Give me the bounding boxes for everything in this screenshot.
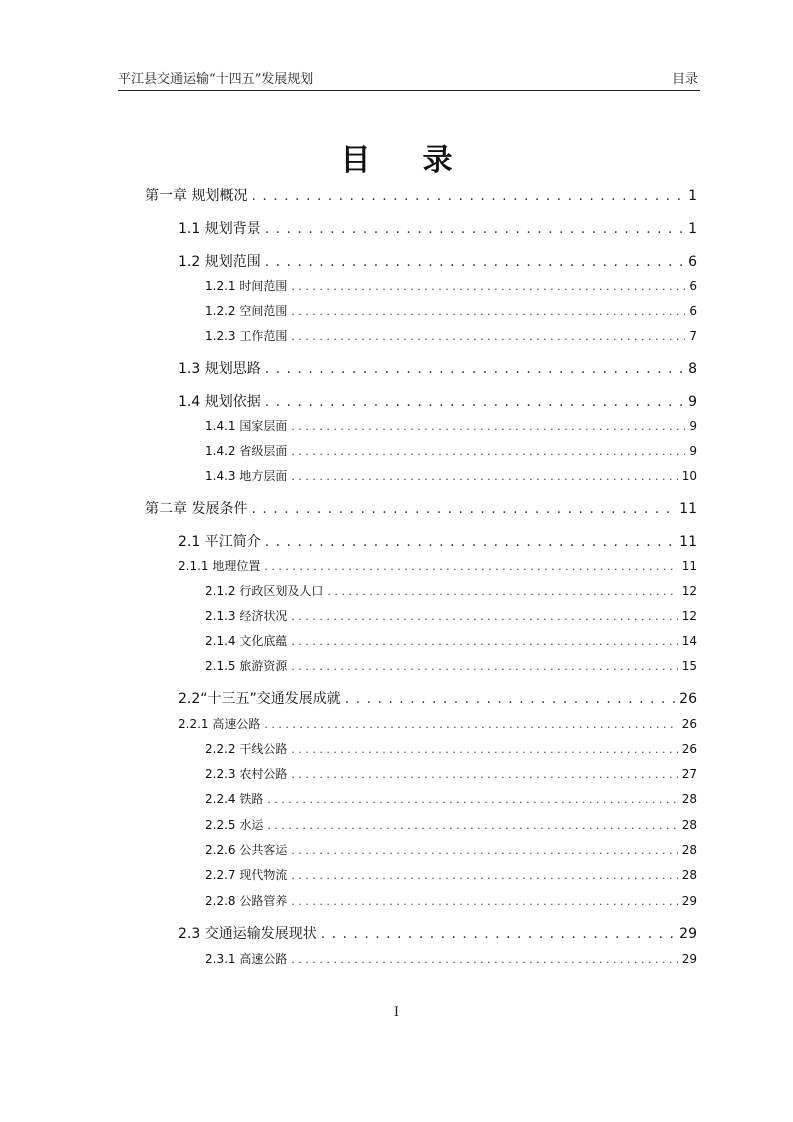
toc-entry[interactable] <box>178 557 697 574</box>
toc-leader-dots <box>251 188 684 204</box>
toc-entry[interactable] <box>205 467 697 484</box>
toc-entry[interactable] <box>205 657 697 674</box>
page-number: I <box>393 1005 400 1020</box>
toc-heading: 目录 <box>340 143 505 178</box>
toc-entry-label: 1.2 规划范围 <box>178 254 261 270</box>
toc-entry-label: 1.1 规划背景 <box>178 221 261 237</box>
toc-leader-dots <box>291 330 685 343</box>
toc-leader-dots <box>291 869 677 882</box>
toc-entry[interactable] <box>205 866 697 883</box>
toc-leader-dots <box>291 470 677 483</box>
toc-entry[interactable] <box>205 302 697 319</box>
toc-entry[interactable] <box>205 442 697 459</box>
toc-leader-dots <box>267 819 677 832</box>
toc-leader-dots <box>291 895 677 908</box>
toc-entry-label: 1.4 规划依据 <box>178 394 261 410</box>
toc-entry-label: 1.3 规划思路 <box>178 361 261 377</box>
toc-entry-page: 11 <box>679 534 697 550</box>
toc-entry-label: 1.4.3 地方层面 <box>205 469 288 483</box>
toc-entry[interactable] <box>205 790 697 807</box>
toc-entry[interactable] <box>205 417 697 434</box>
toc-entry-page: 6 <box>689 304 697 318</box>
toc-entry[interactable] <box>205 740 697 757</box>
toc-entry-page: 12 <box>681 584 697 598</box>
toc-leader-dots <box>265 534 675 550</box>
toc-entry-page: 29 <box>679 926 697 942</box>
toc-leader-dots <box>291 420 685 433</box>
toc-leader-dots <box>265 254 684 270</box>
toc-entry-label: 2.2.5 水运 <box>205 818 264 832</box>
toc-entry-label: 2.2.7 现代物流 <box>205 868 288 882</box>
toc-leader-dots <box>291 768 677 781</box>
toc-entry-page: 9 <box>688 394 697 410</box>
toc-entry-label: 2.3.1 高速公路 <box>205 952 288 966</box>
toc-entry-label: 2.2.3 农村公路 <box>205 767 288 781</box>
toc-leader-dots <box>291 743 677 756</box>
toc-entry-page: 1 <box>688 188 697 204</box>
toc-entry-page: 6 <box>689 279 697 293</box>
toc-entry-page: 26 <box>681 717 697 731</box>
toc-leader-dots <box>291 610 677 623</box>
toc-entry[interactable] <box>205 892 697 909</box>
document-title: 平江县交通运输“十四五”发展规划 <box>118 72 314 87</box>
toc-leader-dots <box>291 844 677 857</box>
toc-leader-dots <box>264 560 677 573</box>
toc-leader-dots <box>265 221 684 237</box>
toc-entry-page: 28 <box>681 868 697 882</box>
toc-entry[interactable] <box>178 251 697 271</box>
toc-entry[interactable] <box>205 582 697 599</box>
toc-entry-page: 12 <box>681 609 697 623</box>
toc-entry-page: 28 <box>681 818 697 832</box>
toc-entry-page: 29 <box>681 952 697 966</box>
toc-entry[interactable] <box>178 358 697 378</box>
toc-entry-label: 2.2.4 铁路 <box>205 792 264 806</box>
toc-entry[interactable] <box>205 277 697 294</box>
toc-entry[interactable] <box>205 607 697 624</box>
toc-entry[interactable] <box>178 531 697 551</box>
toc-entry[interactable] <box>205 950 697 967</box>
toc-entry-label: 2.1.3 经济状况 <box>205 609 288 623</box>
toc-entry-page: 6 <box>688 254 697 270</box>
toc-leader-dots <box>264 718 677 731</box>
toc-entry-label: 2.2.1 高速公路 <box>178 717 261 731</box>
toc-entry-page: 26 <box>679 691 697 707</box>
toc-leader-dots <box>327 585 677 598</box>
toc-entry-page: 14 <box>681 634 697 648</box>
toc-entry-label: 2.1.2 行政区划及人口 <box>205 584 324 598</box>
toc-entry[interactable] <box>205 327 697 344</box>
toc-entry-label: 1.2.2 空间范围 <box>205 304 288 318</box>
toc-entry-label: 2.2“十三五”交通发展成就 <box>178 691 341 707</box>
toc-leader-dots <box>291 635 677 648</box>
toc-entry-label: 1.4.2 省级层面 <box>205 444 288 458</box>
toc-entry-page: 10 <box>681 469 697 483</box>
toc-entry-label: 2.1.4 文化底蕴 <box>205 634 288 648</box>
toc-entry-page: 7 <box>689 329 697 343</box>
toc-entry[interactable] <box>205 632 697 649</box>
toc-entry-page: 29 <box>681 894 697 908</box>
toc-entry[interactable] <box>205 841 697 858</box>
toc-entry[interactable] <box>205 765 697 782</box>
toc-entry-page: 27 <box>681 767 697 781</box>
toc-entry[interactable] <box>145 185 697 205</box>
toc-entry[interactable] <box>178 391 697 411</box>
toc-entry-label: 2.2.6 公共客运 <box>205 843 288 857</box>
toc-entry[interactable] <box>178 923 697 943</box>
toc-leader-dots <box>265 361 684 377</box>
toc-entry-label: 1.2.3 工作范围 <box>205 329 288 343</box>
toc-leader-dots <box>267 793 677 806</box>
toc-leader-dots <box>291 953 677 966</box>
toc-entry-label: 第一章 规划概况 <box>145 188 248 204</box>
toc-entry-page: 28 <box>681 792 697 806</box>
toc-entry[interactable] <box>178 688 697 708</box>
toc-entry[interactable] <box>205 816 697 833</box>
toc-leader-dots <box>291 305 685 318</box>
toc-entry-page: 9 <box>689 444 697 458</box>
toc-entry-label: 2.2.8 公路管养 <box>205 894 288 908</box>
toc-entry-page: 26 <box>681 742 697 756</box>
toc-entry-label: 2.3 交通运输发展现状 <box>178 926 317 942</box>
toc-entry-page: 15 <box>681 659 697 673</box>
toc-leader-dots <box>291 280 685 293</box>
toc-leader-dots <box>321 926 675 942</box>
toc-entry-label: 2.2.2 干线公路 <box>205 742 288 756</box>
toc-entry[interactable] <box>178 218 697 238</box>
toc-leader-dots <box>251 501 675 517</box>
toc-entry[interactable] <box>145 498 697 518</box>
toc-leader-dots <box>291 445 685 458</box>
toc-leader-dots <box>265 394 684 410</box>
toc-entry-page: 11 <box>679 501 697 517</box>
toc-entry-label: 2.1.1 地理位置 <box>178 559 261 573</box>
toc-entry-page: 11 <box>681 559 697 573</box>
toc-entry-page: 8 <box>688 361 697 377</box>
toc-leader-dots <box>291 660 677 673</box>
toc-entry-page: 28 <box>681 843 697 857</box>
toc-entry-label: 2.1.5 旅游资源 <box>205 659 288 673</box>
toc-entry-label: 第二章 发展条件 <box>145 501 248 517</box>
toc-entry-page: 9 <box>689 419 697 433</box>
toc-entry-label: 1.2.1 时间范围 <box>205 279 288 293</box>
toc-entry-label: 1.4.1 国家层面 <box>205 419 288 433</box>
toc-entry-page: 1 <box>688 221 697 237</box>
toc-leader-dots <box>345 691 675 707</box>
toc-entry-label: 2.1 平江简介 <box>178 534 261 550</box>
toc-entry[interactable] <box>178 715 697 732</box>
section-name: 目录 <box>671 72 698 87</box>
